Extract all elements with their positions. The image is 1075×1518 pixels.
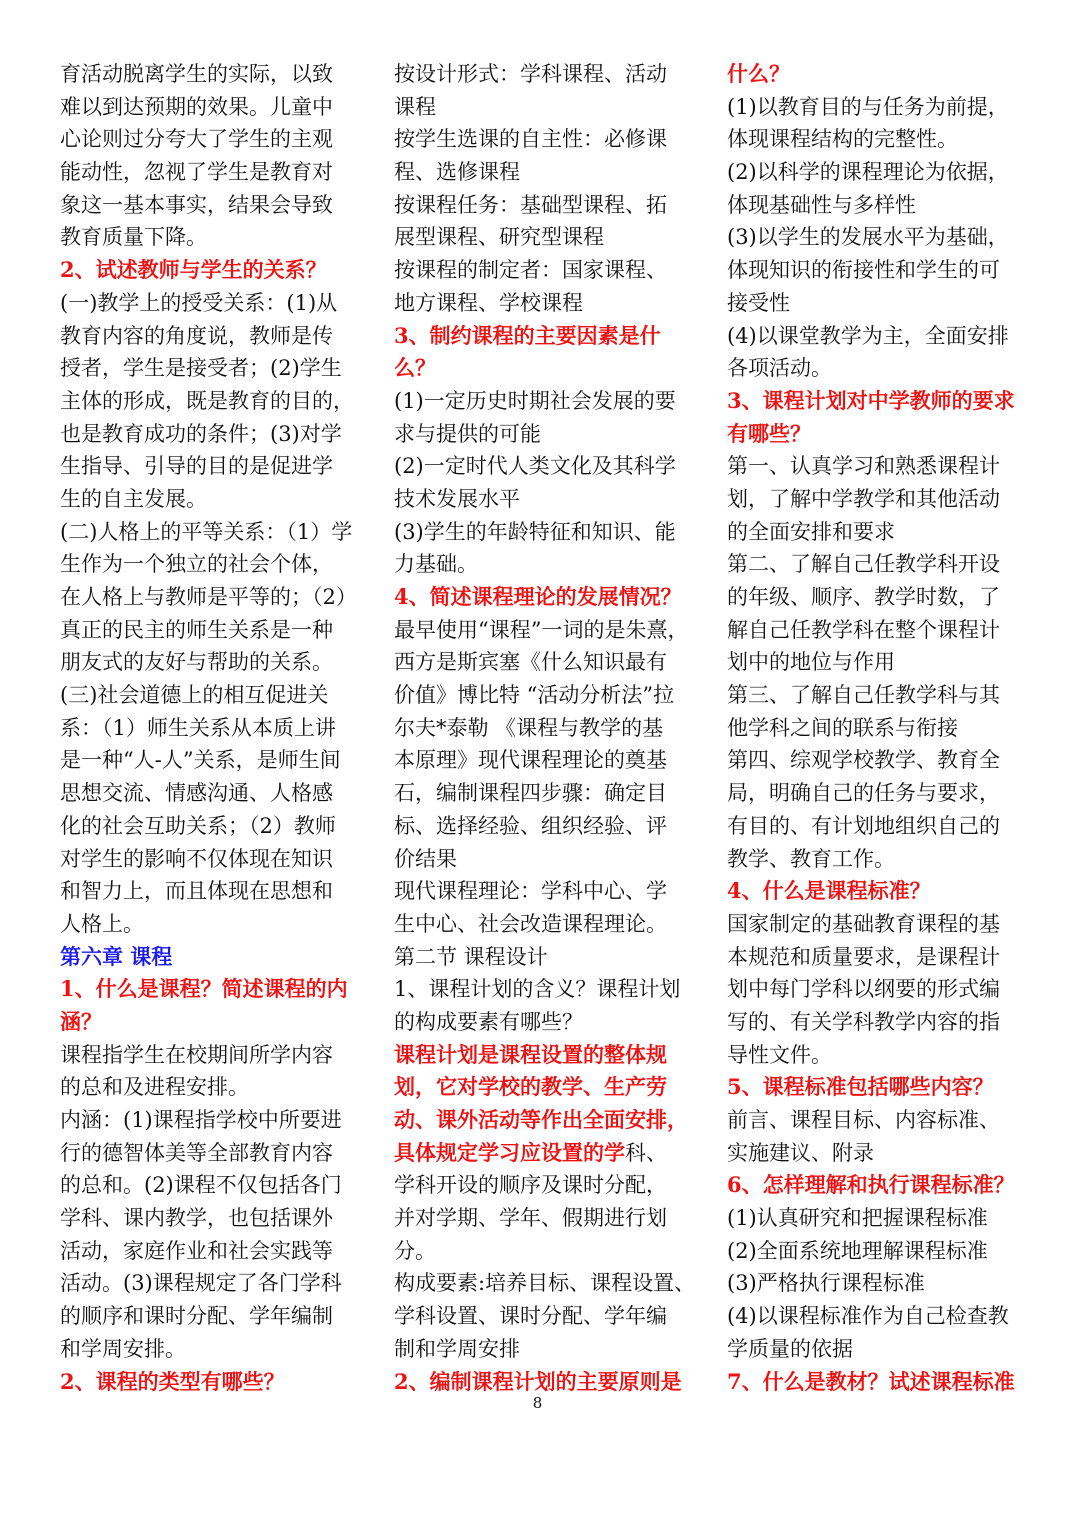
body-text-line <box>727 777 1019 810</box>
line-text: 本规范和质量要求，是课程计 <box>727 944 1000 969</box>
question-heading-line <box>394 320 686 353</box>
line-text: 4、什么是课程标准？ <box>727 878 931 904</box>
line-text: 的构成要素有哪些？ <box>394 1009 583 1034</box>
line-text: (二)人格上的平等关系：（1）学 <box>60 519 353 544</box>
body-text-line <box>727 254 1019 287</box>
body-text-line <box>394 1267 696 1300</box>
body-text-line <box>394 1006 686 1039</box>
line-text: 学质量的依据 <box>727 1336 853 1361</box>
line-text: 对学生的影响不仅体现在知识 <box>60 846 333 871</box>
body-text-line <box>394 941 686 974</box>
line-text: 接受性 <box>727 290 790 315</box>
line-text: 人格上。 <box>60 911 144 936</box>
line-text: 西方是斯宾塞《什么知识最有 <box>394 650 667 675</box>
line-text: 内涵：(1)课程指学校中所要进 <box>60 1108 342 1132</box>
body-text-line <box>727 1300 1019 1333</box>
body-text-line <box>727 646 1019 679</box>
line-text: 2、编制课程计划的主要原则是 <box>394 1368 682 1394</box>
body-text-line <box>60 810 352 843</box>
body-text-line <box>394 418 686 451</box>
chapter-heading <box>60 941 352 974</box>
text-column-2 <box>394 58 696 1398</box>
line-text: 化的社会互助关系；（2）教师 <box>60 813 336 838</box>
question-heading-line <box>727 1071 1019 1104</box>
line-text: 和智力上，而且体现在思想和 <box>60 879 333 904</box>
line-text: 活动，家庭作业和社会实践等 <box>60 1238 333 1263</box>
body-text-line <box>60 1300 352 1333</box>
body-text-line <box>394 908 686 941</box>
line-text: 什么？ <box>727 61 790 86</box>
body-text-line <box>727 221 1019 254</box>
body-text-line <box>727 1039 1019 1072</box>
body-text-line <box>60 777 352 810</box>
body-text-line <box>60 1202 352 1235</box>
body-text-line <box>394 221 686 254</box>
line-text: 1、什么是课程？简述课程的内 <box>60 976 348 1002</box>
body-text-line <box>60 123 352 156</box>
line-text: 育活动脱离学生的实际，以致 <box>60 62 333 86</box>
text-column-3 <box>727 58 1019 1398</box>
body-text-line <box>60 320 352 353</box>
line-text: 的总和及进程安排。 <box>60 1075 249 1100</box>
body-text-line <box>394 1202 686 1235</box>
body-text-line <box>727 450 1019 483</box>
body-text-line <box>60 614 352 647</box>
body-text-line <box>394 58 686 91</box>
body-text-line <box>394 646 686 679</box>
question-heading-line <box>394 1137 686 1170</box>
line-text: 生作为一个独立的社会个体， <box>60 552 333 577</box>
line-text-tail: 科、 <box>625 1140 667 1165</box>
body-text-line <box>60 189 352 222</box>
line-text: 第一、认真学习和熟悉课程计 <box>727 454 1000 479</box>
line-text: 国家制定的基础教育课程的基 <box>727 911 1000 936</box>
line-text: 分。 <box>394 1238 436 1263</box>
line-text: 3、课程计划对中学教师的要求 <box>727 387 1015 413</box>
question-heading-line <box>60 973 352 1006</box>
line-text: 2、试述教师与学生的关系？ <box>60 257 327 283</box>
body-text-line <box>727 189 1019 222</box>
line-text: 按学生选课的自主性：必修课 <box>394 127 667 152</box>
line-text: 动、课外活动等作出全面安排， <box>394 1107 688 1132</box>
line-text: 课程 <box>394 94 436 119</box>
body-text-line <box>60 385 352 418</box>
body-text-line <box>727 679 1019 712</box>
line-text: 生指导、引导的目的是促进学 <box>60 454 333 479</box>
body-text-line <box>394 712 686 745</box>
line-text: 课程指学生在校期间所学内容 <box>60 1042 333 1067</box>
line-text: 能动性，忽视了学生是教育对 <box>60 160 333 185</box>
body-text-line <box>60 1071 352 1104</box>
body-text-line <box>394 516 686 549</box>
line-text: 价值》博比特 “活动分析法”拉 <box>394 683 675 708</box>
text-column-1 <box>60 58 357 1398</box>
line-text: 学科、课内教学，也包括课外 <box>60 1206 333 1231</box>
line-text: 的总和。(2)课程不仅包括各门 <box>60 1173 342 1198</box>
line-text: 第二节 课程设计 <box>394 944 548 969</box>
line-text: 导性文件。 <box>727 1042 832 1067</box>
line-text: 思想交流、情感沟通、人格感 <box>60 781 333 806</box>
question-heading-line <box>727 418 1019 451</box>
line-text: 难以到达预期的效果。儿童中 <box>60 94 333 119</box>
question-heading-line <box>394 1071 686 1104</box>
line-text: (4)以课堂教学为主，全面安排 <box>727 323 1009 348</box>
body-text-line <box>60 875 352 908</box>
line-text: 第四、综观学校教学、教育全 <box>727 748 1000 773</box>
body-text-line <box>60 221 352 254</box>
line-text: 第六章 课程 <box>60 943 173 969</box>
question-heading-line <box>394 581 686 614</box>
body-text-line <box>394 1169 686 1202</box>
line-text: 划，了解中学教学和其他活动 <box>727 486 1000 511</box>
line-text: 授者，学生是接受者；(2)学生 <box>60 356 342 381</box>
line-text: 7、什么是教材？试述课程标准 <box>727 1368 1015 1394</box>
body-text-line <box>60 1333 352 1366</box>
line-text: (3)学生的年龄特征和知识、能 <box>394 519 676 544</box>
body-text-line <box>394 875 686 908</box>
body-text-line <box>727 581 1019 614</box>
line-text: (1)一定历史时期社会发展的要 <box>394 388 676 413</box>
line-text: 展型课程、研究型课程 <box>394 225 604 250</box>
body-text-line <box>60 646 352 679</box>
body-text-line <box>60 1169 352 1202</box>
line-text: 价结果 <box>394 846 457 871</box>
body-text-line <box>60 1039 352 1072</box>
line-text: 本原理》现代课程理论的奠基 <box>394 748 667 773</box>
line-text: 5、课程标准包括哪些内容？ <box>727 1074 994 1100</box>
body-text-line <box>727 483 1019 516</box>
line-text: 石，编制课程四步骤：确定目 <box>394 781 667 806</box>
body-text-line <box>394 385 686 418</box>
body-text-line <box>394 843 686 876</box>
line-text: 课程计划是课程设置的整体规 <box>394 1041 667 1067</box>
body-text-line <box>727 1235 1019 1268</box>
body-text-line <box>60 1104 352 1137</box>
body-text-line <box>727 1202 1019 1235</box>
body-text-line <box>727 1006 1019 1039</box>
line-text: 按课程任务：基础型课程、拓 <box>394 192 667 217</box>
line-text: 划中每门学科以纲要的形式编 <box>727 977 1000 1002</box>
body-text-line <box>60 744 352 777</box>
body-text-line <box>394 679 686 712</box>
line-text: 有目的、有计划地组织自己的 <box>727 813 1000 838</box>
line-text: 制和学周安排 <box>394 1336 520 1361</box>
line-text: 教学、教育工作。 <box>727 846 895 871</box>
body-text-line <box>727 941 1019 974</box>
line-text: 按课程的制定者：国家课程、 <box>394 258 667 283</box>
body-text-line <box>394 450 686 483</box>
question-heading-line <box>727 58 1019 91</box>
body-text-line <box>394 287 686 320</box>
line-text: 象这一基本事实，结果会导致 <box>60 192 333 217</box>
body-text-line <box>394 973 686 1006</box>
line-text: 力基础。 <box>394 552 478 577</box>
body-text-line <box>727 548 1019 581</box>
line-text: (一)教学上的授受关系：(1)从 <box>60 290 338 315</box>
line-text: 体现课程结构的完整性。 <box>727 127 958 152</box>
body-text-line <box>727 712 1019 745</box>
question-heading-line <box>394 1104 686 1137</box>
body-text-line <box>727 320 1019 353</box>
line-text: 的年级、顺序、教学时数，了 <box>727 585 1000 609</box>
line-text: (3)以学生的发展水平为基础， <box>727 225 1009 250</box>
line-text: 有哪些？ <box>727 420 811 446</box>
body-text-line <box>60 843 352 876</box>
body-text-line <box>60 1137 352 1170</box>
line-text: 涵？ <box>60 1008 102 1034</box>
line-text: 心论则过分夸大了学生的主观 <box>60 127 333 152</box>
line-text: 第三、了解自己任教学科与其 <box>727 683 1000 708</box>
line-text: (2)以科学的课程理论为依据， <box>727 160 1009 185</box>
body-text-line <box>727 810 1019 843</box>
body-text-line <box>727 516 1019 549</box>
line-text: 他学科之间的联系与衔接 <box>727 715 958 740</box>
question-heading-line <box>60 1006 352 1039</box>
line-text: 教育质量下降。 <box>60 225 207 250</box>
line-text: 求与提供的可能 <box>394 421 541 446</box>
line-text: 么？ <box>394 355 436 381</box>
body-text-line <box>60 91 352 124</box>
line-text: (1)以教育目的与任务为前提， <box>727 94 1009 119</box>
line-text: 2、课程的类型有哪些？ <box>60 1368 285 1394</box>
line-text: 也是教育成功的条件；(3)对学 <box>60 421 342 446</box>
body-text-line <box>60 287 352 320</box>
line-text: 和学周安排。 <box>60 1336 186 1361</box>
body-text-line <box>394 810 686 843</box>
line-text: 行的德智体美等全部教育内容 <box>60 1140 333 1165</box>
body-text-line <box>727 91 1019 124</box>
body-text-line <box>394 744 686 777</box>
line-text: 主体的形成，既是教育的目的， <box>60 388 354 413</box>
question-heading-line <box>727 875 1019 908</box>
body-text-line <box>727 1137 1019 1170</box>
body-text-line <box>394 189 686 222</box>
body-text-line <box>727 744 1019 777</box>
line-text: (1)认真研究和把握课程标准 <box>727 1206 988 1231</box>
question-heading-line <box>394 352 686 385</box>
line-text: 最早使用“课程”一词的是朱熹， <box>394 617 689 642</box>
body-text-line <box>727 908 1019 941</box>
line-text: 的全面安排和要求 <box>727 519 895 544</box>
body-text-line <box>60 483 352 516</box>
line-text: 6、怎样理解和执行课程标准？ <box>727 1172 1015 1198</box>
line-text: 现代课程理论：学科中心、学 <box>394 879 667 904</box>
body-text-line <box>60 352 352 385</box>
line-text: 技术发展水平 <box>394 486 520 511</box>
body-text-line <box>60 908 352 941</box>
body-text-line <box>60 516 352 549</box>
body-text-line <box>394 1300 686 1333</box>
line-text: 的顺序和课时分配、学年编制 <box>60 1304 333 1329</box>
body-text-line <box>394 1333 686 1366</box>
line-text: 并对学期、学年、假期进行划 <box>394 1206 667 1231</box>
line-text: 生中心、社会改造课程理论。 <box>394 911 667 936</box>
line-text: 1、课程计划的含义？课程计划 <box>394 977 681 1002</box>
body-text-line <box>727 614 1019 647</box>
line-text: 3、制约课程的主要因素是什 <box>394 322 661 348</box>
line-text: 朋友式的友好与帮助的关系。 <box>60 650 333 675</box>
line-text: 教育内容的角度说，教师是传 <box>60 323 333 348</box>
body-text-line <box>727 287 1019 320</box>
line-text: 解自己任教学科在整个课程计 <box>727 617 1000 642</box>
body-text-line <box>727 973 1019 1006</box>
question-heading-line <box>60 254 352 287</box>
line-text: 系：（1）师生关系从本质上讲 <box>60 715 336 740</box>
line-text: (三)社会道德上的相互促进关 <box>60 683 329 708</box>
line-text: 划中的地位与作用 <box>727 650 895 675</box>
line-text: 划，它对学校的教学、生产劳 <box>394 1074 667 1100</box>
line-text: 写的、有关学科教学内容的指 <box>727 1009 1000 1034</box>
line-text: (4)以课程标准作为自己检查教 <box>727 1304 1009 1329</box>
body-text-line <box>60 712 352 745</box>
body-text-line <box>727 1333 1019 1366</box>
line-text: 程、选修课程 <box>394 160 520 185</box>
body-text-line <box>394 483 686 516</box>
body-text-line <box>394 91 686 124</box>
line-text: 标、选择经验、组织经验、评 <box>394 813 667 838</box>
line-text: 前言、课程目标、内容标准、 <box>727 1108 1000 1132</box>
body-text-line <box>394 548 686 581</box>
line-text: 体现基础性与多样性 <box>727 192 916 217</box>
line-text: 体现知识的衔接性和学生的可 <box>727 258 1000 283</box>
body-text-line <box>60 548 352 581</box>
question-heading-line <box>394 1039 686 1072</box>
line-text: 各项活动。 <box>727 356 832 381</box>
line-text: (2)全面系统地理解课程标准 <box>727 1238 988 1263</box>
body-text-line <box>394 1235 686 1268</box>
line-text: 按设计形式：学科课程、活动 <box>394 62 667 86</box>
body-text-line <box>394 254 686 287</box>
line-text: 具体规定学习应设置的学 <box>394 1139 625 1165</box>
body-text-line <box>60 450 352 483</box>
body-text-line <box>727 1104 1019 1137</box>
line-text: 第二、了解自己任教学科开设 <box>727 552 1000 577</box>
line-text: (2)一定时代人类文化及其科学 <box>394 454 676 479</box>
line-text: 尔夫*泰勒 《课程与教学的基 <box>394 715 664 740</box>
line-text: 局，明确自己的任务与要求， <box>727 781 1000 806</box>
body-text-line <box>727 1267 1019 1300</box>
line-text: 活动。(3)课程规定了各门学科 <box>60 1271 342 1296</box>
body-text-line <box>60 418 352 451</box>
body-text-line <box>394 614 689 647</box>
line-text: (3)严格执行课程标准 <box>727 1271 925 1296</box>
body-text-line <box>60 1235 352 1268</box>
page-number: 8 <box>532 1394 543 1412</box>
question-heading-line <box>727 1169 1019 1202</box>
body-text-line <box>60 581 357 614</box>
body-text-line <box>727 843 1019 876</box>
line-text: 生的自主发展。 <box>60 486 207 511</box>
line-text: 真正的民主的师生关系是一种 <box>60 617 333 642</box>
body-text-line <box>60 679 352 712</box>
line-text: 地方课程、学校课程 <box>394 290 583 315</box>
body-text-line <box>727 156 1019 189</box>
body-text-line <box>727 352 1019 385</box>
body-text-line <box>394 123 686 156</box>
line-text: 4、简述课程理论的发展情况？ <box>394 584 682 609</box>
question-heading-line <box>727 385 1019 418</box>
line-text: 实施建议、附录 <box>727 1140 874 1165</box>
line-text: 在人格上与教师是平等的；（2） <box>60 585 357 609</box>
line-text: 构成要素:培养目标、课程设置、 <box>394 1271 696 1296</box>
body-text-line <box>60 58 352 91</box>
line-text: 学科设置、课时分配、学年编 <box>394 1304 667 1329</box>
body-text-line <box>60 156 352 189</box>
line-text: 是一种“人-人”关系，是师生间 <box>60 748 341 773</box>
body-text-line <box>727 123 1019 156</box>
line-text: 学科开设的顺序及课时分配， <box>394 1173 667 1198</box>
body-text-line <box>60 1267 352 1300</box>
body-text-line <box>394 777 686 810</box>
body-text-line <box>394 156 686 189</box>
